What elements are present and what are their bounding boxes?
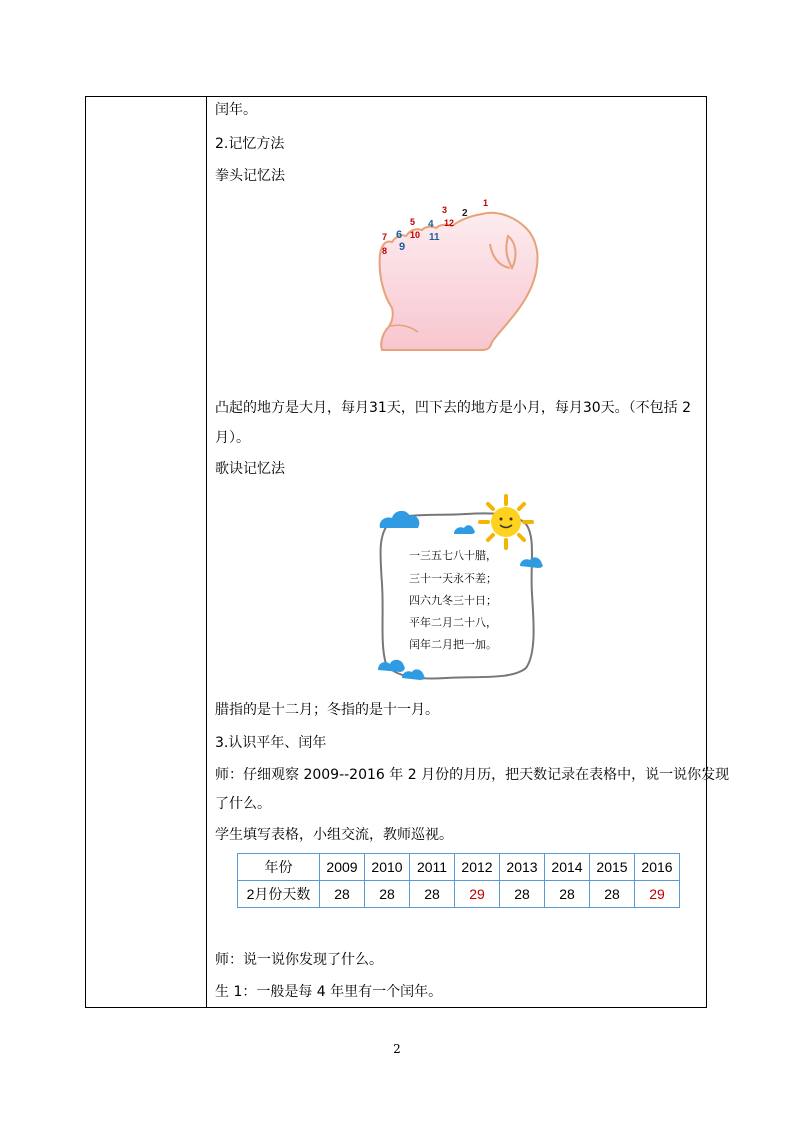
fist-label-5: 5 [410,217,416,227]
cloud-icon [454,525,475,534]
poem-line-2: 三十一天永不差； [409,572,497,585]
fist-label-11: 11 [429,232,440,243]
table-cell-days: 28 [365,881,410,908]
sun-icon [480,496,532,548]
text-line-12: 师：说一说你发现了什么。 [215,952,383,968]
table-cell-days: 28 [410,881,455,908]
fist-label-6: 6 [396,229,403,241]
table-cell-days: 28 [590,881,635,908]
table-cell-year: 2016 [635,854,680,881]
fist-label-2: 2 [462,208,468,219]
poem-line-5: 闰年二月把一加。 [409,638,497,651]
table-header-days: 2月份天数 [238,881,320,908]
table-row [238,881,680,908]
table-cell-year: 2010 [365,854,410,881]
february-days-table [237,853,680,908]
text-line-13: 生 1：一般是每 4 年里有一个闰年。 [215,984,443,1000]
fist-label-12: 12 [444,218,455,228]
cloud-icon [402,669,425,680]
rhyme-frame-illustration [376,494,546,684]
subheading-fist-method: 拳头记忆法 [215,168,285,184]
section-heading-memory: 2.记忆方法 [215,136,285,152]
fist-label-3: 3 [442,205,448,215]
table-cell-year: 2012 [455,854,500,881]
column-divider [206,96,207,1008]
text-line-1: 闰年。 [215,102,257,118]
table-cell-year: 2011 [410,854,455,881]
text-line-7: 腊指的是十二月；冬指的是十一月。 [215,702,439,718]
table-cell-year: 2013 [500,854,545,881]
text-line-10: 了什么。 [215,796,271,812]
text-line-9: 师：仔细观察 2009--2016 年 2 月份的月历，把天数记录在表格中，说一说你发现 [215,767,730,783]
text-line-4: 凸起的地方是大月，每月31天，凹下去的地方是小月，每月30天。（不包括 2 [215,400,691,416]
fist-label-10: 10 [410,230,421,240]
poem-line-3: 四六九冬三十日； [409,594,497,607]
table-cell-days: 28 [320,881,365,908]
fist-label-8: 8 [382,246,388,256]
cloud-icon [378,660,405,672]
table-header-year: 年份 [238,854,320,881]
fist-illustration [370,196,542,352]
table-cell-days: 28 [545,881,590,908]
cloud-icon [380,511,420,528]
table-cell-year: 2014 [545,854,590,881]
table-cell-days: 28 [500,881,545,908]
subheading-rhyme-method: 歌诀记忆法 [215,461,285,477]
fist-label-4: 4 [428,219,434,230]
text-line-11: 学生填写表格，小组交流，教师巡视。 [215,827,453,843]
table-cell-year: 2009 [320,854,365,881]
fist-label-7: 7 [382,232,388,242]
section-heading-leap-year: 3.认识平年、闰年 [215,735,327,751]
text-line-5: 月）。 [215,430,250,446]
table-cell-days-leap: 29 [635,881,680,908]
poem-line-1: 一三五七八十腊， [409,549,497,562]
fist-label-9: 9 [399,241,406,253]
table-cell-year: 2015 [590,854,635,881]
poem-line-4: 平年二月二十八， [409,616,497,629]
cloud-icon [520,557,543,568]
page-number: 2 [393,1042,401,1056]
table-row [238,854,680,881]
table-cell-days-leap: 29 [455,881,500,908]
fist-label-1: 1 [483,198,489,208]
